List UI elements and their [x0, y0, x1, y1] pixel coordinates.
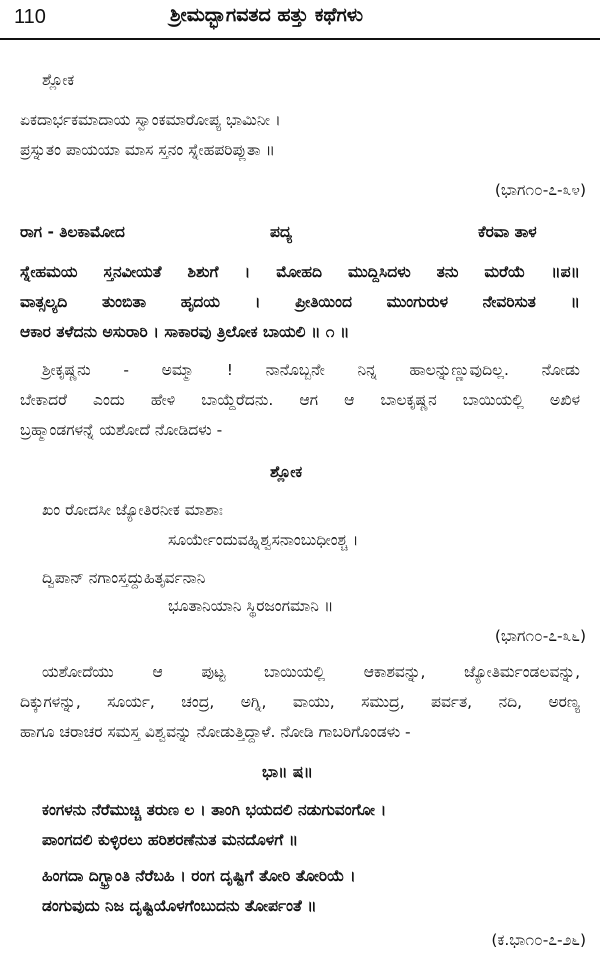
running-title: ಶ್ರೀಮದ್ಭಾಗವತದ ಹತ್ತು ಕಥೆಗಳು [170, 4, 364, 26]
shloka-line: ಏಕದಾರ್ಭಕಮಾದಾಯ ಸ್ವಾಂಕಮಾರೋಪ್ಯ ಭಾಮಿನೀ । [20, 111, 281, 129]
prose-line: ದಿಕ್ಕುಗಳನ್ನು, ಸೂರ್ಯ, ಚಂದ್ರ, ಅಗ್ನಿ, ವಾಯು, ಸಮುದ್ರ, ಪರ್ವತ, ನದಿ, ಅರಣ್ಯ [20, 693, 580, 711]
verse-line: ಪಾಂಗದಲಿ ಕುಳ್ಳಿರಲು ಹರಿಶರಣೆನುತ ಮನದೊಳಗೆ ॥ [42, 831, 299, 849]
padya-label: ಪದ್ಯ [270, 223, 293, 241]
shloka-line: ಪ್ರಸ್ನುತಂ ಪಾಯಯಾ ಮಾಸ ಸ್ತನಂ ಸ್ನೇಹಪರಿಪ್ಲುತಾ ॥ [20, 141, 276, 159]
shloka-heading: ಶ್ಲೋಕ [42, 71, 75, 89]
prose-line: ಬೇಕಾದರೆ ಎಂದು ಹೇಳಿ ಬಾಯ್ದೆರೆದನು. ಆಗ ಆ ಬಾಲಕೃಷ್ಣನ ಬಾಯಿಯಲ್ಲಿ ಅಖಿಳ [20, 391, 580, 409]
raga-label: ರಾಗ - ತಿಲಕಾಮೋದ [20, 223, 125, 241]
padya-line: ಆಕಾರ ತಳೆದನು ಅಸುರಾರಿ । ಸಾಕಾರವು ತ್ರಿಲೋಕ ಬಾಯಲಿ ॥ ೧ ॥ [20, 323, 350, 341]
verse-reference: (ಭಾಗ೧೦-೭-೩೪) [494, 181, 586, 199]
bhava-heading: ಭಾ॥ ಷ॥ [262, 763, 313, 781]
prose-line: ಬ್ರಹ್ಮಾಂಡಗಳನ್ನೆ ಯಶೋದೆ ನೋಡಿದಳು - [20, 421, 223, 439]
shloka-line: ಖಂ ರೋದಸೀ ಜ್ಯೋತಿರನೀಕ ಮಾಶಾಃ [42, 501, 223, 519]
verse-line: ಡಂಗುವುದು ನಿಜ ದೃಷ್ಟಿಯೊಳಗೆಂಬುದನು ತೋರ್ಪಂತೆ ॥ [42, 897, 317, 915]
page-number: 110 [14, 6, 46, 28]
verse-reference: (ಭಾಗ೧೦-೭-೩೬) [494, 627, 586, 645]
shloka-line: ದ್ವಿಪಾನ್ ನಗಾಂಸ್ತದ್ದುಹಿತೃರ್ವನಾನಿ [42, 569, 206, 587]
padya-line: ಸ್ನೇಹಮಯ ಸ್ತನವೀಯತೆ ಶಿಶುಗೆ । ಮೋಹದಿ ಮುದ್ದಿಸಿದಳು ತನು ಮರೆಯೆ ॥ಪ॥ [20, 263, 580, 281]
page-header [0, 0, 600, 44]
tala-label: ಕೆರವಾ ತಾಳ [478, 223, 537, 241]
prose-line: ಹಾಗೂ ಚರಾಚರ ಸಮಸ್ತ ವಿಶ್ವವನ್ನು ನೋಡುತ್ತಿದ್ದಾಳೆ. ನೋಡಿ ಗಾಬರಿಗೊಂಡಳು - [20, 723, 411, 741]
shloka-line: ಭೂತಾನಿಯಾನಿ ಸ್ಥಿರಜಂಗಮಾನಿ ॥ [168, 597, 334, 615]
verse-line: ಹಿಂಗದಾ ದಿಗ್ಭ್ರಾಂತಿ ನೆರೆಬಹಿ । ರಂಗ ದೃಷ್ಟಿಗೆ ತೋರಿ ತೋರಿಯೆ । [42, 867, 356, 885]
shloka-line: ಸೂರ್ಯೇಂದುವಹ್ನಿಶ್ವಸನಾಂಬುಧೀಂಶ್ಚ । [168, 531, 359, 549]
prose-line: ಯಶೋದೆಯು ಆ ಪುಟ್ಟ ಬಾಯಿಯಲ್ಲಿ ಆಕಾಶವನ್ನು, ಜ್ಯೋತಿರ್ಮಂಡಲವನ್ನು, [42, 663, 580, 681]
verse-line: ಕಂಗಳನು ನೆರೆಮುಚ್ಚಿ ತರುಣ ಲ । ತಾಂಗಿ ಭಯದಲಿ ನಡುಗುವಂಗೋ । [42, 801, 387, 819]
verse-reference: (ಕ.ಭಾ೧೦-೭-೨೬) [491, 931, 586, 949]
shloka-heading: ಶ್ಲೋಕ [270, 463, 303, 481]
header-rule [0, 38, 600, 40]
prose-line: ಶ್ರೀಕೃಷ್ಣನು - ಅಮ್ಮಾ ! ನಾನೊಬ್ಬನೇ ನಿನ್ನ ಹಾಲನ್ನುಣ್ಣುವುದಿಲ್ಲ. ನೋಡು [42, 361, 580, 379]
padya-line: ವಾತ್ಸಲ್ಯದಿ ತುಂಬಿತಾ ಹೃದಯ । ಪ್ರೀತಿಯಿಂದ ಮುಂಗುರುಳ ನೇವರಿಸುತ ॥ [20, 293, 580, 311]
